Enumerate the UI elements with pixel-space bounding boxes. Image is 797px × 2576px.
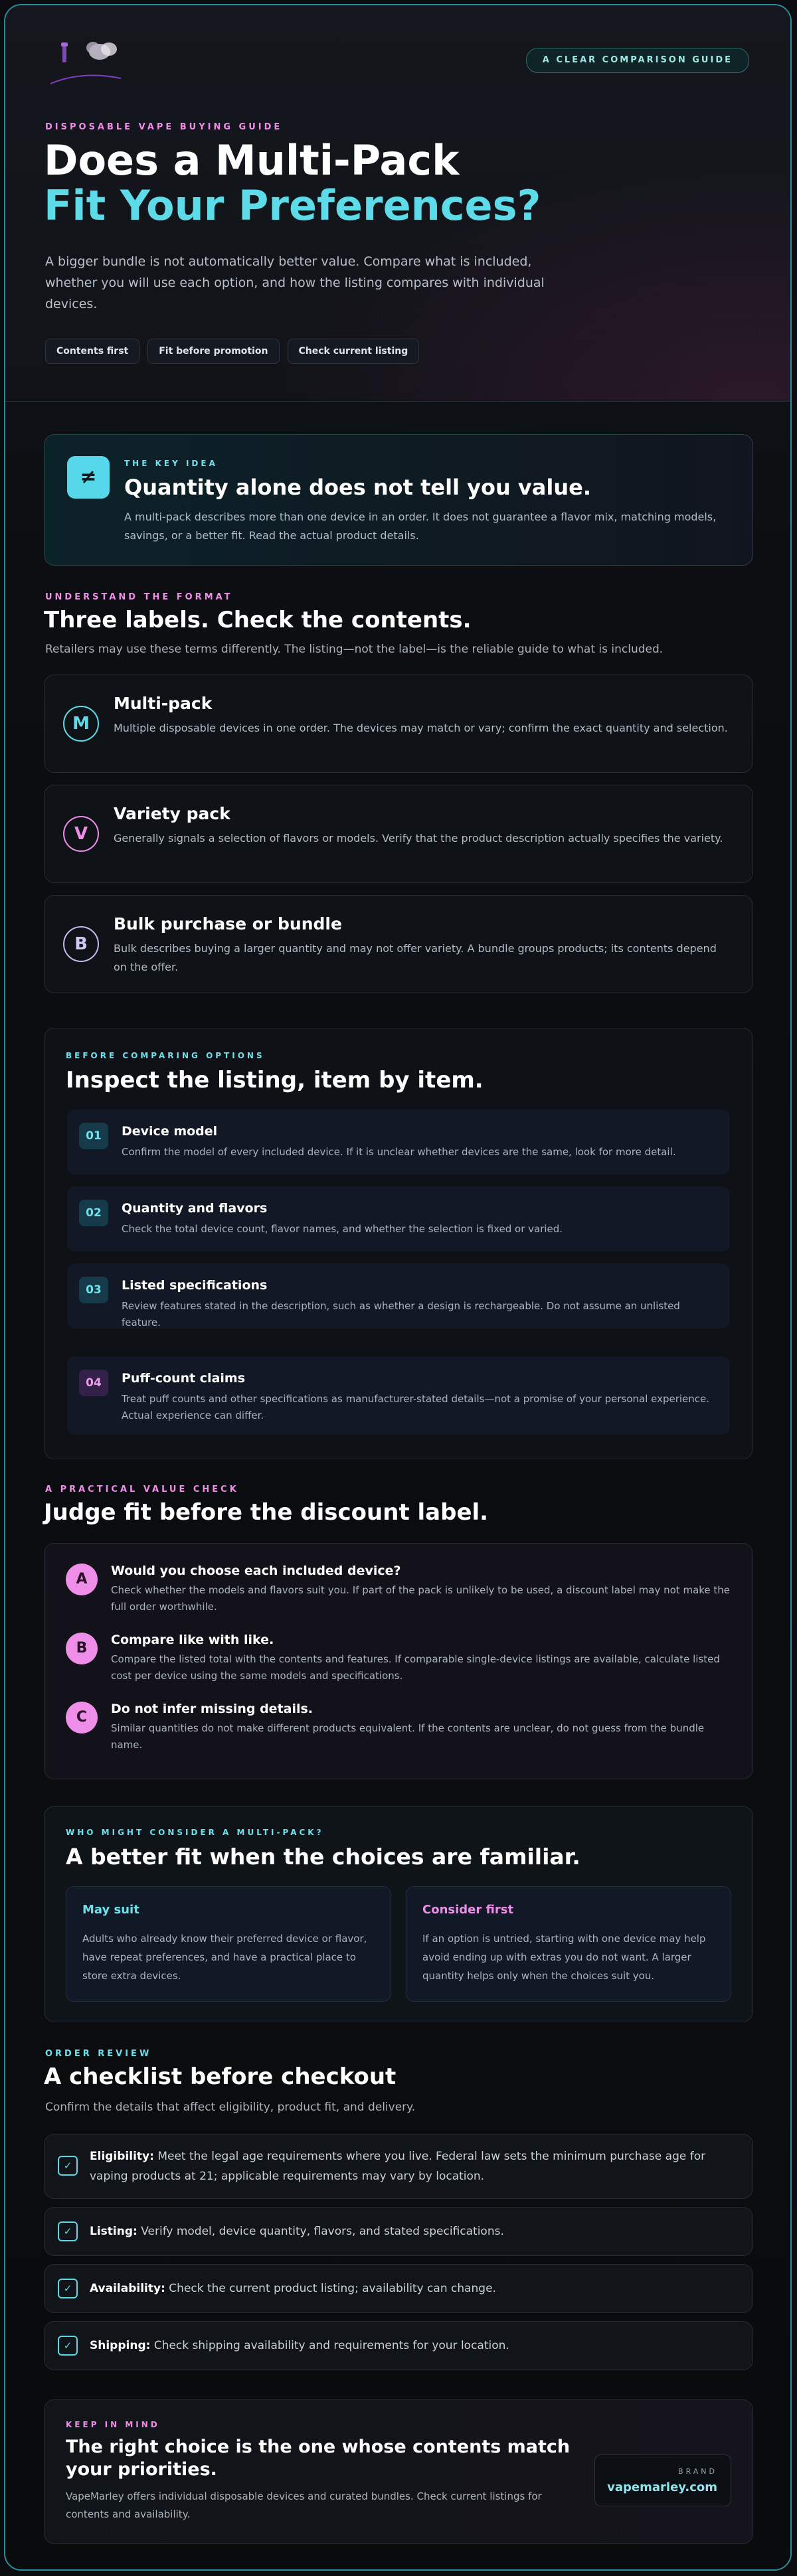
value-card: [44, 1543, 753, 1779]
inspect-title: Inspect the listing, item by item.: [66, 1067, 484, 1093]
keep-in-mind-card: [44, 2399, 753, 2544]
inspect-step: [67, 1109, 730, 1174]
step-title: Device model: [122, 1124, 218, 1139]
hero-title-line1: Does a Multi-Pack: [44, 136, 460, 185]
checklist-label: Listing:: [90, 2225, 137, 2238]
value-badge: A: [66, 1564, 98, 1595]
format-card-title: Bulk purchase or bundle: [114, 914, 342, 933]
step-number: 04: [79, 1370, 108, 1396]
value-item-title: Compare like with like.: [111, 1633, 274, 1647]
may-suit-title: May suit: [82, 1903, 139, 1917]
brand-url[interactable]: vapemarley.com: [607, 2480, 717, 2494]
page-frame: [4, 4, 792, 2571]
inspect-card: [44, 1028, 753, 1459]
mind-title: The right choice is the one whose contents match your priorities.: [66, 2437, 571, 2480]
step-text: Check the total device count, flavor names, and whether the selection is fixed or varied.: [122, 1223, 563, 1235]
key-idea-title: Quantity alone does not tell you value.: [124, 475, 591, 500]
hero-title-line2: Fit Your Preferences?: [44, 181, 541, 230]
format-eyebrow: UNDERSTAND THE FORMAT: [45, 592, 233, 602]
multi-pack-badge: M: [63, 706, 99, 742]
step-number: 02: [79, 1200, 108, 1226]
format-card-text: Multiple disposable devices in one order. The devices may match or vary; confirm the exact quantity and selection.: [114, 722, 728, 734]
value-item-title: Do not infer missing details.: [111, 1702, 313, 1716]
variety-pack-badge: V: [63, 816, 99, 852]
who-eyebrow: WHO MIGHT CONSIDER A MULTI-PACK?: [66, 1828, 324, 1837]
value-title: Judge fit before the discount label.: [44, 1499, 489, 1526]
step-text: Treat puff counts and other specifications as manufacturer-stated details—not a promise of your personal experience. Actual experience can differ.: [122, 1393, 710, 1421]
checklist-detail: Check the current product listing; availability can change.: [165, 2282, 496, 2295]
brand-link[interactable]: [594, 2455, 731, 2506]
checklist-text: [90, 2221, 734, 2241]
format-card-multi-pack: [44, 675, 753, 773]
step-title: Puff-count claims: [122, 1371, 246, 1386]
inspect-step: [67, 1263, 730, 1328]
value-badge: B: [66, 1633, 98, 1664]
checklist-text: [90, 2146, 734, 2186]
checklist-item-availability[interactable]: [44, 2264, 753, 2313]
checklist-text: [90, 2336, 734, 2356]
may-suit-text: Adults who already know their preferred device or flavor, have repeat preferences, and have a practical place to store extra devices.: [82, 1933, 367, 1982]
value-item-text: Similar quantities do not make different products equivalent. If the contents are unclear, do not guess from the bundle name.: [111, 1722, 705, 1751]
value-item-text: Compare the listed total with the contents and features. If comparable single-device listings are available, calculate listed cost per device using the same models and specifications.: [111, 1653, 720, 1682]
chip-fit-before-promotion: Fit before promotion: [147, 339, 279, 364]
consider-first-column: [406, 1886, 731, 2002]
format-card-title: Multi-pack: [114, 694, 213, 713]
format-subtitle: Retailers may use these terms differently. The listing—not the label—is the reliable guide to what is included.: [45, 643, 664, 656]
format-card-variety-pack: [44, 785, 753, 883]
checklist-label: Availability:: [90, 2282, 165, 2295]
checklist-label: Eligibility:: [90, 2150, 154, 2163]
may-suit-column: [66, 1886, 391, 2002]
who-card: [44, 1806, 753, 2022]
brand-label: BRAND: [678, 2467, 717, 2476]
value-item-title: Would you choose each included device?: [111, 1564, 401, 1578]
bulk-bundle-badge: B: [63, 926, 99, 962]
step-text: Review features stated in the description, such as whether a design is rechargeable. Do not assume an unlisted feature.: [122, 1300, 680, 1328]
step-text: Confirm the model of every included device. If it is unclear whether devices are the same, look for more detail.: [122, 1146, 676, 1158]
checkbox-icon[interactable]: ✓: [58, 2156, 78, 2176]
inspect-step: [67, 1186, 730, 1251]
hero-chips: [45, 339, 419, 364]
step-number: 03: [79, 1277, 108, 1303]
chip-contents-first: Contents first: [45, 339, 139, 364]
inspect-step: [67, 1356, 730, 1435]
key-idea-card: [44, 434, 753, 566]
format-card-bulk-bundle: [44, 895, 753, 993]
checklist-detail: Meet the legal age requirements where you live. Federal law sets the minimum purchase age for vaping products at 21; applicable requirements may vary by location.: [90, 2150, 706, 2183]
format-title: Three labels. Check the contents.: [44, 607, 472, 633]
checklist-detail: Verify model, device quantity, flavors, and stated specifications.: [137, 2225, 504, 2238]
consider-first-title: Consider first: [422, 1903, 514, 1917]
inspect-eyebrow: BEFORE COMPARING OPTIONS: [66, 1051, 265, 1060]
checkbox-icon[interactable]: ✓: [58, 2279, 78, 2298]
value-badge: C: [66, 1702, 98, 1733]
format-card-text: Generally signals a selection of flavors or models. Verify that the product description actually specifies the variety.: [114, 832, 723, 845]
brand-logo[interactable]: [43, 32, 129, 96]
not-equal-icon: ≠: [67, 456, 110, 499]
mind-eyebrow: KEEP IN MIND: [66, 2420, 160, 2429]
review-subtitle: Confirm the details that affect eligibility, product fit, and delivery.: [45, 2101, 416, 2114]
step-title: Listed specifications: [122, 1278, 268, 1293]
guide-badge: A CLEAR COMPARISON GUIDE: [526, 48, 749, 73]
chip-check-current-listing: Check current listing: [288, 339, 420, 364]
format-card-title: Variety pack: [114, 804, 230, 823]
key-idea-text: A multi-pack describes more than one device in an order. It does not guarantee a flavor mix, matching models, savings, or a better fit. Read the actual product details.: [124, 511, 717, 542]
who-title: A better fit when the choices are familiar.: [66, 1844, 580, 1870]
hero: [5, 5, 790, 402]
checkbox-icon[interactable]: ✓: [58, 2336, 78, 2356]
key-idea-eyebrow: THE KEY IDEA: [124, 459, 218, 468]
checkbox-icon[interactable]: ✓: [58, 2221, 78, 2241]
value-item-text: Check whether the models and flavors suit you. If part of the pack is unlikely to be used, a discount label may not make the full order worthwhile.: [111, 1584, 731, 1613]
checklist-detail: Check shipping availability and requirements for your location.: [150, 2339, 509, 2352]
value-eyebrow: A PRACTICAL VALUE CHECK: [45, 1485, 239, 1494]
consider-first-text: If an option is untried, starting with one device may help avoid ending up with extras you do not want. A larger quantity helps only when the choices suit you.: [422, 1933, 706, 1982]
review-title: A checklist before checkout: [44, 2063, 397, 2090]
step-title: Quantity and flavors: [122, 1201, 268, 1216]
checklist-item-listing[interactable]: [44, 2207, 753, 2256]
checklist-text: [90, 2279, 734, 2298]
hero-lead: A bigger bundle is not automatically better value. Compare what is included, whether you will use each option, and how the listing compares with individual devices.: [45, 254, 545, 311]
mind-text: VapeMarley offers individual disposable devices and curated bundles. Check current listings for contents and availability.: [66, 2490, 542, 2520]
format-card-text: Bulk describes buying a larger quantity and may not offer variety. A bundle groups products; its contents depend on the offer.: [114, 942, 717, 973]
checklist-item-eligibility[interactable]: [44, 2134, 753, 2199]
step-number: 01: [79, 1123, 108, 1149]
hero-eyebrow: DISPOSABLE VAPE BUYING GUIDE: [45, 122, 283, 132]
checklist-item-shipping[interactable]: [44, 2321, 753, 2370]
checklist-label: Shipping:: [90, 2339, 151, 2352]
review-eyebrow: ORDER REVIEW: [45, 2049, 152, 2059]
hero-title: [44, 138, 541, 228]
